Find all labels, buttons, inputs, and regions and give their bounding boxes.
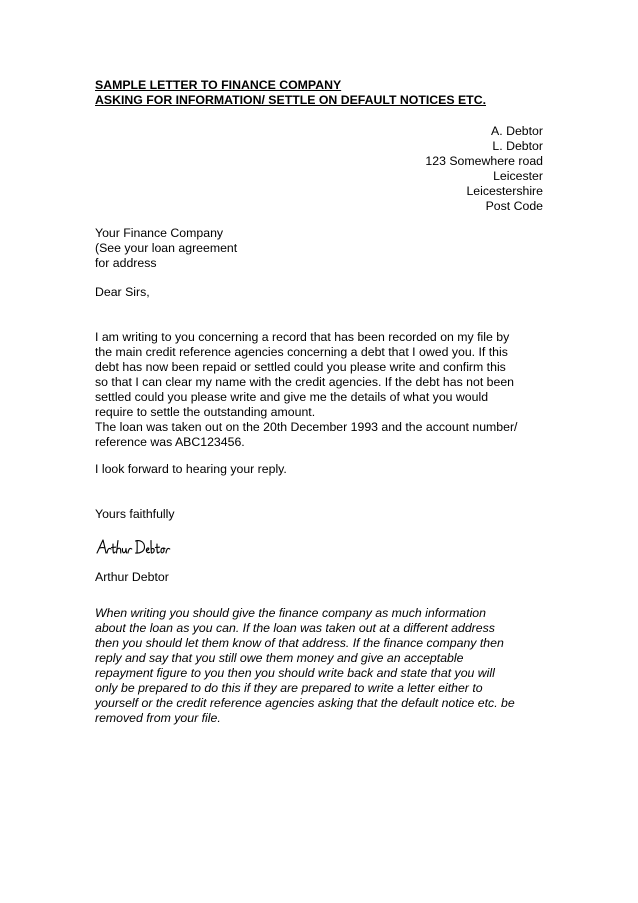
body-line: I am writing to you concerning a record that has been recorded on my file by: [95, 330, 510, 344]
note-line: then you should let them know of that address. If the finance company then: [95, 636, 504, 650]
note-line: reply and say that you still owe them money and give an acceptable: [95, 651, 464, 665]
body-line: so that I can clear my name with the credit agencies. If the debt has not been: [95, 375, 515, 389]
body-line: debt has now been repaid or settled could you please write and confirm this: [95, 360, 506, 374]
note-line: only be prepared to do this if they are prepared to write a letter either to: [95, 681, 483, 695]
note-line: repayment figure to you then you should write back and state that you will: [95, 666, 495, 680]
title-line: SAMPLE LETTER TO FINANCE COMPANY: [95, 78, 342, 92]
signature-graphic: [95, 537, 175, 557]
recipient-line: Your Finance Company: [95, 226, 224, 240]
valediction: [95, 507, 547, 522]
handwritten-signature: [95, 537, 175, 557]
signer-name-text: Arthur Debtor: [95, 570, 169, 584]
letter-body: [95, 330, 547, 450]
address-line: Leicester: [493, 169, 543, 183]
valediction-text: Yours faithfully: [95, 507, 175, 521]
closing-paragraph: [95, 462, 547, 477]
body-line: settled could you please write and give me the details of what you would: [95, 390, 489, 404]
address-line: Leicestershire: [466, 184, 543, 198]
body-line: The loan was taken out on the 20th December 1993 and the account number/: [95, 420, 518, 434]
note-line: When writing you should give the finance company as much information: [95, 606, 486, 620]
recipient-address: [95, 226, 547, 271]
recipient-line: (See your loan agreement: [95, 241, 238, 255]
body-line: reference was ABC123456.: [95, 435, 245, 449]
address-line: A. Debtor: [491, 124, 543, 138]
letter-title: [95, 78, 547, 108]
salutation-text: Dear Sirs,: [95, 285, 150, 299]
note-line: removed from your file.: [95, 711, 221, 725]
note-line: yourself or the credit reference agencies asking that the default notice etc. be: [95, 696, 515, 710]
sender-address: [425, 124, 543, 214]
address-line: Post Code: [485, 199, 543, 213]
body-line: the main credit reference agencies concerning a debt that I owed you. If this: [95, 345, 508, 359]
signer-name: [95, 570, 547, 585]
title-line: ASKING FOR INFORMATION/ SETTLE ON DEFAULT NOTICES ETC.: [95, 93, 486, 107]
closing-line: I look forward to hearing your reply.: [95, 462, 287, 476]
address-line: 123 Somewhere road: [425, 154, 543, 168]
advice-note: [95, 606, 547, 726]
body-line: require to settle the outstanding amount.: [95, 405, 316, 419]
recipient-line: for address: [95, 256, 157, 270]
address-line: L. Debtor: [492, 139, 543, 153]
note-line: about the loan as you can. If the loan was taken out at a different address: [95, 621, 495, 635]
salutation: [95, 285, 547, 300]
